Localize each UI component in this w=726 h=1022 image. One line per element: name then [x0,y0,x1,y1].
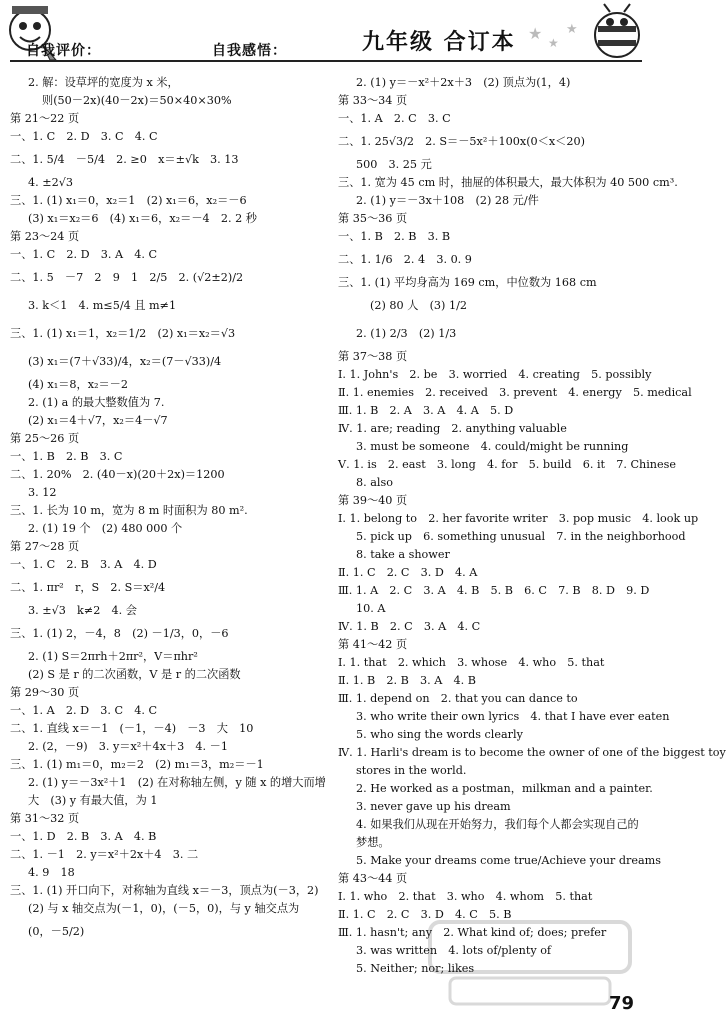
right-answer-line: Ⅰ. 1. John's 2. be 3. worried 4. creating 5. possibly [338,368,652,381]
right-answer-line: 2. (1) y＝－3x＋108 (2) 28 元/件 [356,194,539,207]
left-answer-line: 第 23～24 页 [10,230,80,243]
right-answer-line: Ⅳ. 1. B 2. C 3. A 4. C [338,620,481,633]
right-answer-line: Ⅱ. 1. enemies 2. received 3. prevent 4. energy 5. medical [338,386,692,399]
left-answer-line: 2. (1) y＝－3x²＋1 (2) 在对称轴左侧，y 随 x 的增大而增 [28,776,326,789]
right-answer-line: Ⅰ. 1. that 2. which 3. whose 4. who 5. that [338,656,605,669]
right-answer-line: Ⅲ. 1. hasn't; any 2. What kind of; does; prefer [338,926,607,939]
right-answer-line: 5. Make your dreams come true/Achieve your dreams [356,854,661,867]
left-answer-line: (4) x₁＝8，x₂＝－2 [28,378,128,391]
left-answer-line: 大 (3) y 有最大值，为 1 [28,794,158,807]
right-answer-line: 一、1. B 2. B 3. B [338,230,451,243]
left-answer-line: 一、1. C 2. D 3. C 4. C [10,130,158,143]
right-answer-column [338,74,726,978]
right-answer-line: 5. Neither; nor; likes [356,962,475,975]
right-answer-line: (2) 80 人 (3) 1/2 [370,299,467,312]
right-answer-line: stores in the world. [356,764,467,777]
right-answer-line: Ⅲ. 1. B 2. A 3. A 4. A 5. D [338,404,514,417]
left-answer-line: 2. (1) S＝2πrh＋2πr²，V＝πhr² [28,650,198,663]
right-answer-line: Ⅳ. 1. are; reading 2. anything valuable [338,422,567,435]
header-divider [10,60,642,62]
right-answer-line: 10. A [356,602,386,615]
left-answer-line: 2. 解：设草坪的宽度为 x 米， [28,76,179,89]
left-answer-line: 一、1. C 2. B 3. A 4. D [10,558,157,571]
left-answer-line: 一、1. C 2. D 3. A 4. C [10,248,158,261]
left-answer-line: (2) x₁＝4＋√7，x₂＝4－√7 [28,414,168,427]
star-icon: ★ [566,22,578,37]
self-evaluation-label: 自我评价： [26,43,101,59]
left-answer-line: 一、1. A 2. D 3. C 4. C [10,704,158,717]
right-answer-line: 8. also [356,476,393,489]
right-answer-line: 8. take a shower [356,548,450,561]
left-answer-line: 二、1. 5/4 －5/4 2. ≥0 x＝±√k 3. 13 [10,153,239,166]
right-answer-line: 2. He worked as a postman，milkman and a painter. [356,782,653,795]
left-answer-line: 三、1. 长为 10 m，宽为 8 m 时面积为 80 m². [10,504,248,517]
right-answer-line: 3. never gave up his dream [356,800,511,813]
left-answer-line: 第 21～22 页 [10,112,80,125]
right-answer-line: 二、1. 1/6 2. 4 3. 0. 9 [338,253,472,266]
left-answer-line: 一、1. B 2. B 3. C [10,450,123,463]
left-answer-line: 二、1. 20% 2. (40－x)(20＋2x)＝1200 [10,468,225,481]
right-answer-line: Ⅳ. 1. Harli's dream is to become the owner of one of the biggest toy [338,746,726,759]
right-answer-line: 5. pick up 6. something unusual 7. in the neighborhood [356,530,686,543]
right-answer-line: Ⅱ. 1. C 2. C 3. D 4. C 5. B [338,908,512,921]
left-answer-line: 3. 12 [28,486,57,499]
right-answer-line: 3. must be someone 4. could/might be running [356,440,629,453]
left-answer-line: (3) x₁＝x₂＝6 (4) x₁＝6，x₂＝－4 2. 2 秒 [28,212,257,225]
left-answer-line: 三、1. (1) 开口向下，对称轴为直线 x＝－3，顶点为(－3，2) [10,884,319,897]
right-answer-line: Ⅱ. 1. B 2. B 3. A 4. B [338,674,476,687]
right-answer-line: 第 39～40 页 [338,494,408,507]
left-answer-line: 3. ±√3 k≠2 4. 会 [28,604,137,617]
left-answer-line: 则(50－2x)(40－2x)＝50×40×30% [42,94,232,107]
star-icon: ★ [528,24,543,43]
left-answer-line: 三、1. (1) m₁＝0，m₂＝2 (2) m₁＝3，m₂＝－1 [10,758,264,771]
right-answer-line: 梦想。 [356,836,390,849]
left-answer-line: 三、1. (1) 2，－4，8 (2) －1/3，0，－6 [10,627,229,640]
right-answer-line: 三、1. (1) 平均身高为 169 cm，中位数为 168 cm [338,276,597,289]
right-answer-line: 三、1. 宽为 45 cm 时，抽屉的体积最大，最大体积为 40 500 cm³. [338,176,678,189]
right-answer-line: Ⅲ. 1. depend on 2. that you can dance to [338,692,578,705]
right-answer-line: 2. (1) 2/3 (2) 1/3 [356,327,457,340]
left-answer-line: 三、1. (1) x₁＝0，x₂＝1 (2) x₁＝6，x₂＝－6 [10,194,247,207]
watermark-logo-icon [420,912,640,1012]
left-answer-line: (2) 与 x 轴交点为(－1，0)，(－5，0)，与 y 轴交点为 [28,902,300,915]
page-title: 九年级 合订本 [362,30,516,55]
right-answer-line: Ⅰ. 1. belong to 2. her favorite writer 3. pop music 4. look up [338,512,699,525]
right-answer-line: Ⅲ. 1. A 2. C 3. A 4. B 5. B 6. C 7. B 8. D 9. D [338,584,650,597]
left-answer-line: 2. (1) a 的最大整数值为 7. [28,396,165,409]
left-answer-line: 第 25～26 页 [10,432,80,445]
left-answer-line: 2. (2，－9) 3. y＝x²＋4x＋3 4. －1 [28,740,228,753]
left-answer-line: (3) x₁＝(7＋√33)/4，x₂＝(7－√33)/4 [28,355,222,368]
left-answer-line: 二、1. πr² r，S 2. S＝x²/4 [10,581,166,594]
left-answer-line: 4. ±2√3 [28,176,73,189]
right-answer-line: 3. was written 4. lots of/plenty of [356,944,552,957]
left-answer-line: (0，－5/2) [28,925,85,938]
right-answer-line: 2. (1) y＝－x²＋2x＋3 (2) 顶点为(1，4) [356,76,571,89]
left-answer-line: 4. 9 18 [28,866,75,879]
left-answer-line: 3. k＜1 4. m≤5/4 且 m≠1 [28,299,177,312]
left-answer-line: 第 31～32 页 [10,812,80,825]
left-answer-line: 第 29～30 页 [10,686,80,699]
left-answer-line: 2. (1) 19 个 (2) 480 000 个 [28,522,183,535]
page-header [0,0,652,72]
left-answer-line: 三、1. (1) x₁＝1，x₂＝1/2 (2) x₁＝x₂＝√3 [10,327,236,340]
right-answer-line: 第 35～36 页 [338,212,408,225]
right-answer-line: 第 41～42 页 [338,638,408,651]
left-answer-column [10,74,328,946]
page-number: 79 [608,993,634,1014]
right-answer-line: Ⅱ. 1. C 2. C 3. D 4. A [338,566,478,579]
self-reflection-label: 自我感悟： [212,43,287,59]
left-answer-line: 二、1. 5 －7 2 9 1 2/5 2. (√2±2)/2 [10,271,244,284]
left-answer-line: 二、1. －1 2. y＝x²＋2x＋4 3. 二 [10,848,199,861]
left-answer-line: (2) S 是 r 的二次函数，V 是 r 的二次函数 [28,668,241,681]
right-answer-line: 5. who sing the words clearly [356,728,523,741]
left-answer-line: 第 27～28 页 [10,540,80,553]
right-answer-line: 4. 如果我们从现在开始努力，我们每个人都会实现自己的 [356,818,639,831]
right-answer-line: 第 33～34 页 [338,94,408,107]
star-icon: ★ [548,36,559,50]
left-answer-line: 一、1. D 2. B 3. A 4. B [10,830,157,843]
right-answer-line: 500 3. 25 元 [356,158,432,171]
right-answer-line: Ⅴ. 1. is 2. east 3. long 4. for 5. build 6. it 7. Chinese [338,458,676,471]
right-answer-line: 第 37～38 页 [338,350,408,363]
right-answer-line: 第 43～44 页 [338,872,408,885]
bee-mascot-icon [586,2,648,64]
right-answer-line: 二、1. 25√3/2 2. S＝－5x²＋100x(0＜x＜20) [338,135,585,148]
right-answer-line: 3. who write their own lyrics 4. that I have ever eaten [356,710,670,723]
right-answer-line: 一、1. A 2. C 3. C [338,112,451,125]
left-answer-line: 二、1. 直线 x＝－1 (－1，－4) －3 大 10 [10,722,254,735]
right-answer-line: Ⅰ. 1. who 2. that 3. who 4. whom 5. that [338,890,593,903]
